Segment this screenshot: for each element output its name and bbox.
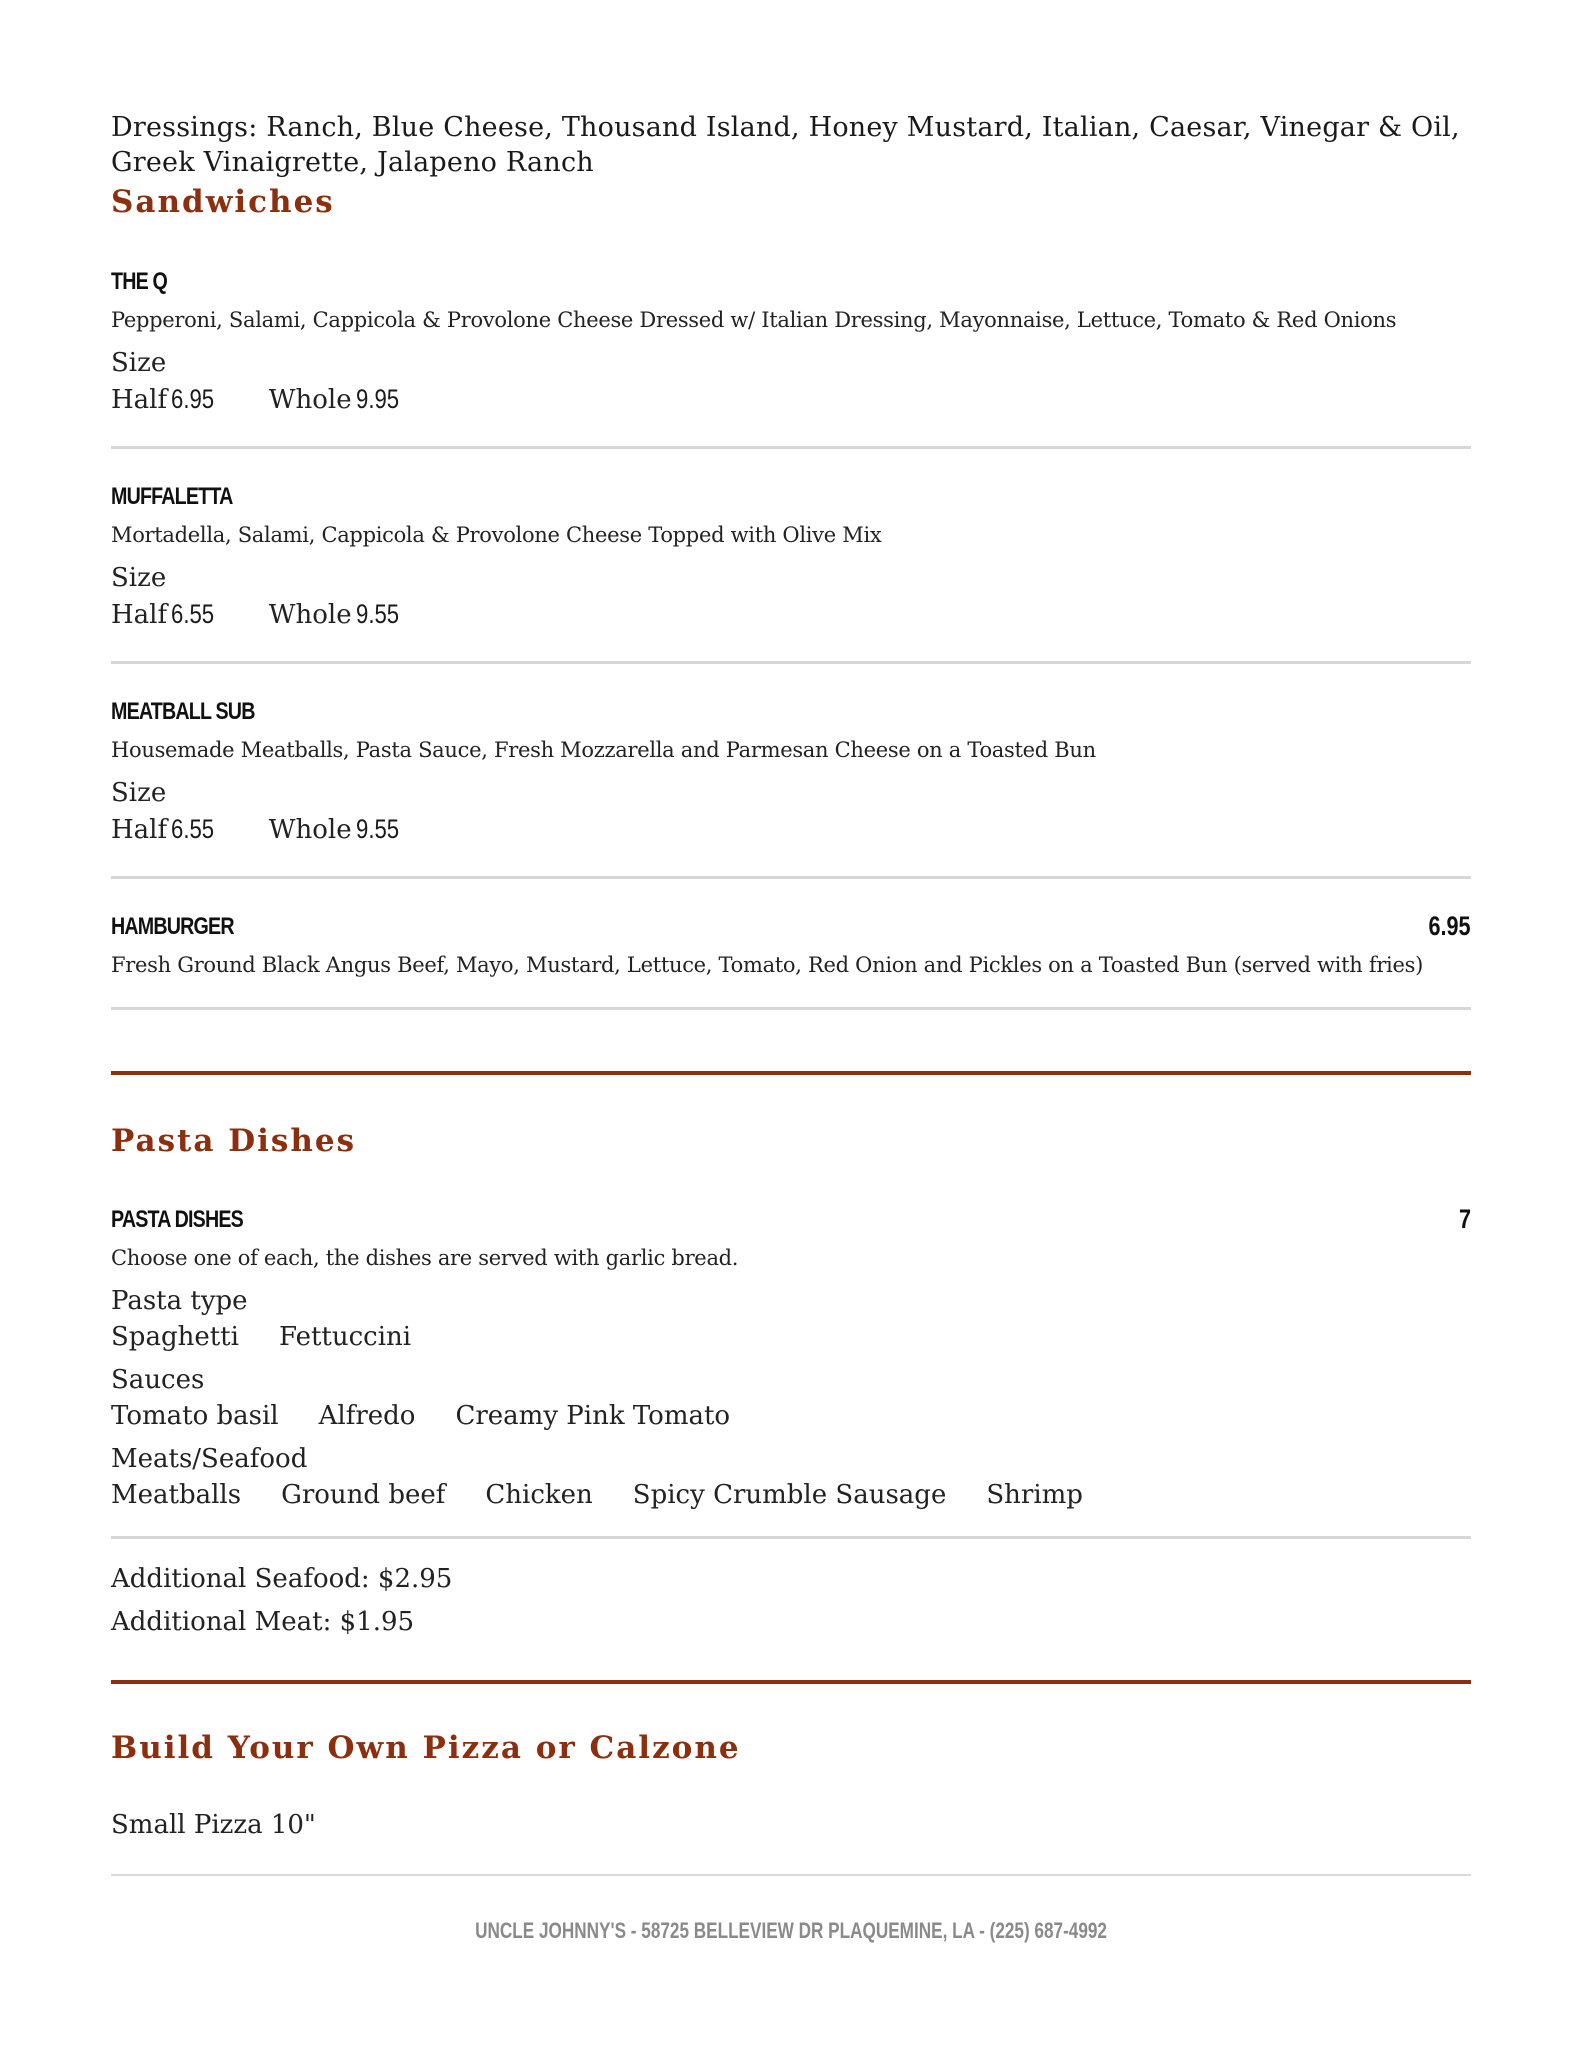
item-divider: [111, 661, 1471, 664]
additional-meat: Additional Meat: $1.95: [111, 1607, 415, 1637]
item-name-meatball-sub: MEATBALL SUB: [111, 698, 255, 725]
whole-price: 9.95: [355, 384, 399, 414]
item-divider: [111, 876, 1471, 879]
size-label: Size: [111, 778, 167, 808]
whole-option: Whole 9.55: [268, 814, 399, 845]
half-price: 6.95: [171, 384, 215, 414]
size-options: [111, 814, 448, 845]
item-divider: [111, 1536, 1471, 1539]
half-price: 6.55: [171, 814, 215, 844]
size-options: [111, 384, 448, 415]
sauces-label: Sauces: [111, 1365, 205, 1395]
small-pizza: Small Pizza 10": [111, 1810, 316, 1840]
item-name-muffaletta: MUFFALETTA: [111, 483, 233, 510]
footer-address: UNCLE JOHNNY'S - 58725 BELLEVIEW DR PLAQUEMINE, LA - (225) 687-4992: [475, 1918, 1107, 1943]
half-option: Half 6.95: [111, 384, 215, 415]
option: Ground beef: [281, 1480, 446, 1510]
option: Alfredo: [318, 1401, 416, 1431]
item-desc-pasta-dishes: Choose one of each, the dishes are served with garlic bread.: [111, 1246, 739, 1270]
footer-divider: [111, 1874, 1471, 1876]
half-option: Half 6.55: [111, 599, 215, 630]
sandwiches-heading: Sandwiches: [111, 184, 335, 220]
item-price-hamburger: 6.95: [1428, 911, 1471, 941]
whole-option: Whole 9.95: [268, 384, 399, 415]
section-rule: [111, 1680, 1471, 1684]
option: Spaghetti: [111, 1322, 239, 1352]
section-rule: [111, 1071, 1471, 1075]
item-desc-muffaletta: Mortadella, Salami, Cappicola & Provolone Cheese Topped with Olive Mix: [111, 523, 882, 547]
item-desc-hamburger: Fresh Ground Black Angus Beef, Mayo, Mustard, Lettuce, Tomato, Red Onion and Pickles on a Toasted Bun (served with fries): [111, 953, 1423, 977]
option: Shrimp: [986, 1480, 1083, 1510]
item-desc-meatball-sub: Housemade Meatballs, Pasta Sauce, Fresh Mozzarella and Parmesan Cheese on a Toasted Bun: [111, 738, 1096, 762]
whole-price: 9.55: [355, 814, 399, 844]
item-name-the-q: THE Q: [111, 268, 168, 295]
option: Spicy Crumble Sausage: [632, 1480, 947, 1510]
size-label: Size: [111, 563, 167, 593]
option: Meatballs: [111, 1480, 242, 1510]
item-divider: [111, 1007, 1471, 1010]
half-price: 6.55: [171, 599, 215, 629]
item-desc-the-q: Pepperoni, Salami, Cappicola & Provolone Cheese Dressed w/ Italian Dressing, Mayonnaise, Lettuce, Tomato & Red Onions: [111, 308, 1397, 332]
meats-options: [111, 1480, 1123, 1510]
item-price-pasta-dishes: 7: [1458, 1204, 1471, 1234]
half-option: Half 6.55: [111, 814, 215, 845]
dressings-list: Dressings: Ranch, Blue Cheese, Thousand Island, Honey Mustard, Italian, Caesar, Vinegar & Oil, Greek Vinaigrette, Jalapeno Ranch: [111, 112, 1460, 178]
option: Chicken: [485, 1480, 593, 1510]
size-options: [111, 599, 448, 630]
meats-label: Meats/Seafood: [111, 1444, 308, 1474]
additional-seafood: Additional Seafood: $2.95: [111, 1564, 453, 1594]
pasta-type-options: [111, 1322, 451, 1352]
size-label: Size: [111, 348, 167, 378]
item-divider: [111, 446, 1471, 449]
whole-price: 9.55: [355, 599, 399, 629]
pasta-type-label: Pasta type: [111, 1286, 248, 1316]
item-name-hamburger: HAMBURGER: [111, 913, 234, 940]
option: Creamy Pink Tomato: [455, 1401, 731, 1431]
option: Tomato basil: [111, 1401, 279, 1431]
item-name-pasta-dishes: PASTA DISHES: [111, 1206, 243, 1233]
pasta-heading: Pasta Dishes: [111, 1123, 357, 1159]
sauces-options: [111, 1401, 770, 1431]
option: Fettuccini: [278, 1322, 412, 1352]
whole-option: Whole 9.55: [268, 599, 399, 630]
pizza-heading: Build Your Own Pizza or Calzone: [111, 1730, 741, 1766]
